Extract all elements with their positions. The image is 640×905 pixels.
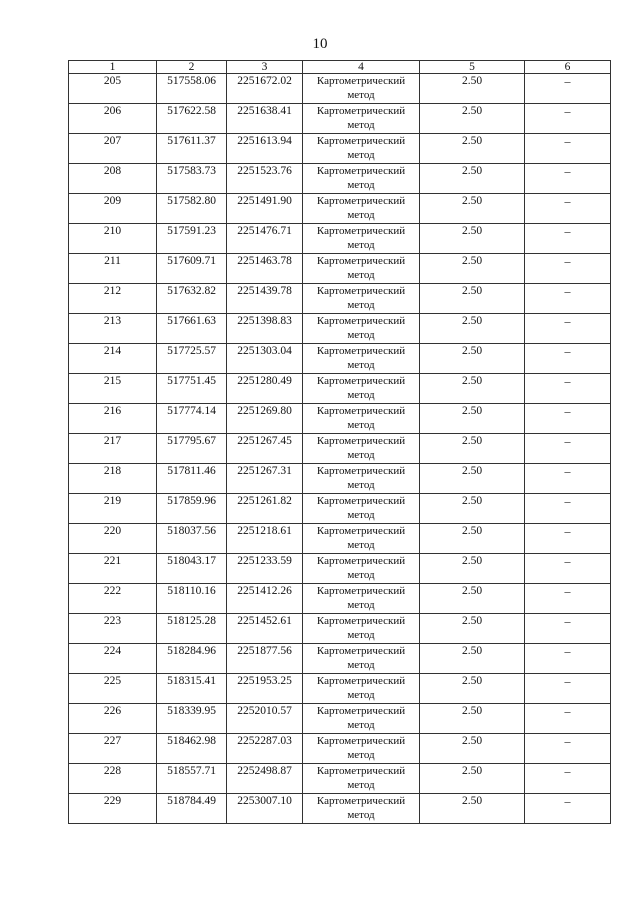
x-coordinate-cell: 518284.96 — [157, 644, 227, 674]
y-coordinate-cell: 2251303.04 — [227, 344, 303, 374]
accuracy-cell: 2.50 — [420, 524, 525, 554]
point-number-cell: 213 — [69, 314, 157, 344]
y-coordinate-cell: 2251638.41 — [227, 104, 303, 134]
x-coordinate-cell: 517583.73 — [157, 164, 227, 194]
table-row — [69, 494, 611, 524]
table-row — [69, 794, 611, 824]
x-coordinate-cell: 518043.17 — [157, 554, 227, 584]
accuracy-cell: 2.50 — [420, 674, 525, 704]
method-cell: Картометрический метод — [303, 104, 420, 134]
note-cell: – — [525, 404, 611, 434]
accuracy-cell: 2.50 — [420, 254, 525, 284]
accuracy-cell: 2.50 — [420, 704, 525, 734]
x-coordinate-cell: 517632.82 — [157, 284, 227, 314]
note-cell: – — [525, 314, 611, 344]
y-coordinate-cell: 2251953.25 — [227, 674, 303, 704]
y-coordinate-cell: 2251452.61 — [227, 614, 303, 644]
note-cell: – — [525, 344, 611, 374]
note-cell: – — [525, 584, 611, 614]
x-coordinate-cell: 518315.41 — [157, 674, 227, 704]
table-row — [69, 314, 611, 344]
accuracy-cell: 2.50 — [420, 434, 525, 464]
table-row — [69, 74, 611, 104]
x-coordinate-cell: 517774.14 — [157, 404, 227, 434]
y-coordinate-cell: 2251233.59 — [227, 554, 303, 584]
table-row — [69, 644, 611, 674]
column-header: 4 — [303, 61, 420, 74]
y-coordinate-cell: 2252498.87 — [227, 764, 303, 794]
table-row — [69, 524, 611, 554]
coordinates-table — [68, 60, 611, 824]
x-coordinate-cell: 517611.37 — [157, 134, 227, 164]
note-cell: – — [525, 554, 611, 584]
table-row — [69, 734, 611, 764]
y-coordinate-cell: 2251269.80 — [227, 404, 303, 434]
accuracy-cell: 2.50 — [420, 764, 525, 794]
method-cell: Картометрический метод — [303, 314, 420, 344]
accuracy-cell: 2.50 — [420, 194, 525, 224]
note-cell: – — [525, 374, 611, 404]
table-row — [69, 704, 611, 734]
y-coordinate-cell: 2251261.82 — [227, 494, 303, 524]
y-coordinate-cell: 2251280.49 — [227, 374, 303, 404]
method-cell: Картометрический метод — [303, 794, 420, 824]
x-coordinate-cell: 517591.23 — [157, 224, 227, 254]
method-cell: Картометрический метод — [303, 284, 420, 314]
note-cell: – — [525, 224, 611, 254]
accuracy-cell: 2.50 — [420, 494, 525, 524]
accuracy-cell: 2.50 — [420, 284, 525, 314]
table-header-row — [69, 61, 611, 74]
accuracy-cell: 2.50 — [420, 464, 525, 494]
point-number-cell: 216 — [69, 404, 157, 434]
y-coordinate-cell: 2251491.90 — [227, 194, 303, 224]
point-number-cell: 220 — [69, 524, 157, 554]
point-number-cell: 227 — [69, 734, 157, 764]
table-row — [69, 104, 611, 134]
accuracy-cell: 2.50 — [420, 644, 525, 674]
table-row — [69, 404, 611, 434]
accuracy-cell: 2.50 — [420, 344, 525, 374]
table-row — [69, 584, 611, 614]
point-number-cell: 214 — [69, 344, 157, 374]
y-coordinate-cell: 2251267.31 — [227, 464, 303, 494]
method-cell: Картометрический метод — [303, 404, 420, 434]
point-number-cell: 215 — [69, 374, 157, 404]
note-cell: – — [525, 494, 611, 524]
table-row — [69, 224, 611, 254]
x-coordinate-cell: 517811.46 — [157, 464, 227, 494]
point-number-cell: 207 — [69, 134, 157, 164]
point-number-cell: 221 — [69, 554, 157, 584]
method-cell: Картометрический метод — [303, 554, 420, 584]
y-coordinate-cell: 2253007.10 — [227, 794, 303, 824]
note-cell: – — [525, 74, 611, 104]
point-number-cell: 211 — [69, 254, 157, 284]
column-header: 5 — [420, 61, 525, 74]
x-coordinate-cell: 518557.71 — [157, 764, 227, 794]
point-number-cell: 223 — [69, 614, 157, 644]
note-cell: – — [525, 764, 611, 794]
x-coordinate-cell: 517582.80 — [157, 194, 227, 224]
method-cell: Картометрический метод — [303, 194, 420, 224]
column-header: 3 — [227, 61, 303, 74]
note-cell: – — [525, 104, 611, 134]
note-cell: – — [525, 704, 611, 734]
y-coordinate-cell: 2251523.76 — [227, 164, 303, 194]
method-cell: Картометрический метод — [303, 434, 420, 464]
point-number-cell: 218 — [69, 464, 157, 494]
method-cell: Картометрический метод — [303, 164, 420, 194]
x-coordinate-cell: 518110.16 — [157, 584, 227, 614]
x-coordinate-cell: 518784.49 — [157, 794, 227, 824]
method-cell: Картометрический метод — [303, 464, 420, 494]
accuracy-cell: 2.50 — [420, 404, 525, 434]
accuracy-cell: 2.50 — [420, 74, 525, 104]
y-coordinate-cell: 2251439.78 — [227, 284, 303, 314]
table-row — [69, 614, 611, 644]
table-row — [69, 464, 611, 494]
accuracy-cell: 2.50 — [420, 164, 525, 194]
table-row — [69, 434, 611, 464]
point-number-cell: 224 — [69, 644, 157, 674]
point-number-cell: 217 — [69, 434, 157, 464]
note-cell: – — [525, 164, 611, 194]
table-body — [69, 74, 611, 824]
y-coordinate-cell: 2251267.45 — [227, 434, 303, 464]
point-number-cell: 219 — [69, 494, 157, 524]
y-coordinate-cell: 2251463.78 — [227, 254, 303, 284]
accuracy-cell: 2.50 — [420, 104, 525, 134]
x-coordinate-cell: 517609.71 — [157, 254, 227, 284]
note-cell: – — [525, 464, 611, 494]
x-coordinate-cell: 517859.96 — [157, 494, 227, 524]
accuracy-cell: 2.50 — [420, 794, 525, 824]
accuracy-cell: 2.50 — [420, 554, 525, 584]
note-cell: – — [525, 794, 611, 824]
x-coordinate-cell: 518462.98 — [157, 734, 227, 764]
point-number-cell: 210 — [69, 224, 157, 254]
note-cell: – — [525, 734, 611, 764]
point-number-cell: 225 — [69, 674, 157, 704]
table-row — [69, 554, 611, 584]
accuracy-cell: 2.50 — [420, 734, 525, 764]
x-coordinate-cell: 517661.63 — [157, 314, 227, 344]
table-row — [69, 254, 611, 284]
x-coordinate-cell: 518037.56 — [157, 524, 227, 554]
y-coordinate-cell: 2251412.26 — [227, 584, 303, 614]
method-cell: Картометрический метод — [303, 584, 420, 614]
method-cell: Картометрический метод — [303, 344, 420, 374]
point-number-cell: 212 — [69, 284, 157, 314]
table-row — [69, 284, 611, 314]
point-number-cell: 228 — [69, 764, 157, 794]
note-cell: – — [525, 284, 611, 314]
accuracy-cell: 2.50 — [420, 374, 525, 404]
method-cell: Картометрический метод — [303, 494, 420, 524]
table-row — [69, 374, 611, 404]
page-number: 10 — [312, 36, 328, 52]
note-cell: – — [525, 134, 611, 164]
y-coordinate-cell: 2252010.57 — [227, 704, 303, 734]
note-cell: – — [525, 644, 611, 674]
x-coordinate-cell: 517725.57 — [157, 344, 227, 374]
method-cell: Картометрический метод — [303, 644, 420, 674]
point-number-cell: 206 — [69, 104, 157, 134]
table-row — [69, 134, 611, 164]
accuracy-cell: 2.50 — [420, 614, 525, 644]
y-coordinate-cell: 2252287.03 — [227, 734, 303, 764]
table-row — [69, 764, 611, 794]
method-cell: Картометрический метод — [303, 254, 420, 284]
y-coordinate-cell: 2251613.94 — [227, 134, 303, 164]
point-number-cell: 229 — [69, 794, 157, 824]
x-coordinate-cell: 518125.28 — [157, 614, 227, 644]
y-coordinate-cell: 2251672.02 — [227, 74, 303, 104]
accuracy-cell: 2.50 — [420, 134, 525, 164]
point-number-cell: 208 — [69, 164, 157, 194]
method-cell: Картометрический метод — [303, 614, 420, 644]
method-cell: Картометрический метод — [303, 734, 420, 764]
note-cell: – — [525, 524, 611, 554]
method-cell: Картометрический метод — [303, 704, 420, 734]
method-cell: Картометрический метод — [303, 224, 420, 254]
point-number-cell: 226 — [69, 704, 157, 734]
x-coordinate-cell: 517558.06 — [157, 74, 227, 104]
note-cell: – — [525, 434, 611, 464]
x-coordinate-cell: 517751.45 — [157, 374, 227, 404]
point-number-cell: 205 — [69, 74, 157, 104]
method-cell: Картометрический метод — [303, 524, 420, 554]
note-cell: – — [525, 674, 611, 704]
table-row — [69, 344, 611, 374]
x-coordinate-cell: 517622.58 — [157, 104, 227, 134]
column-header: 2 — [157, 61, 227, 74]
accuracy-cell: 2.50 — [420, 584, 525, 614]
accuracy-cell: 2.50 — [420, 314, 525, 344]
point-number-cell: 209 — [69, 194, 157, 224]
point-number-cell: 222 — [69, 584, 157, 614]
note-cell: – — [525, 254, 611, 284]
y-coordinate-cell: 2251218.61 — [227, 524, 303, 554]
table-row — [69, 674, 611, 704]
y-coordinate-cell: 2251398.83 — [227, 314, 303, 344]
table-row — [69, 164, 611, 194]
method-cell: Картометрический метод — [303, 674, 420, 704]
method-cell: Картометрический метод — [303, 374, 420, 404]
method-cell: Картометрический метод — [303, 764, 420, 794]
note-cell: – — [525, 194, 611, 224]
accuracy-cell: 2.50 — [420, 224, 525, 254]
note-cell: – — [525, 614, 611, 644]
x-coordinate-cell: 517795.67 — [157, 434, 227, 464]
table-row — [69, 194, 611, 224]
x-coordinate-cell: 518339.95 — [157, 704, 227, 734]
method-cell: Картометрический метод — [303, 134, 420, 164]
method-cell: Картометрический метод — [303, 74, 420, 104]
y-coordinate-cell: 2251877.56 — [227, 644, 303, 674]
column-header: 1 — [69, 61, 157, 74]
column-header: 6 — [525, 61, 611, 74]
y-coordinate-cell: 2251476.71 — [227, 224, 303, 254]
